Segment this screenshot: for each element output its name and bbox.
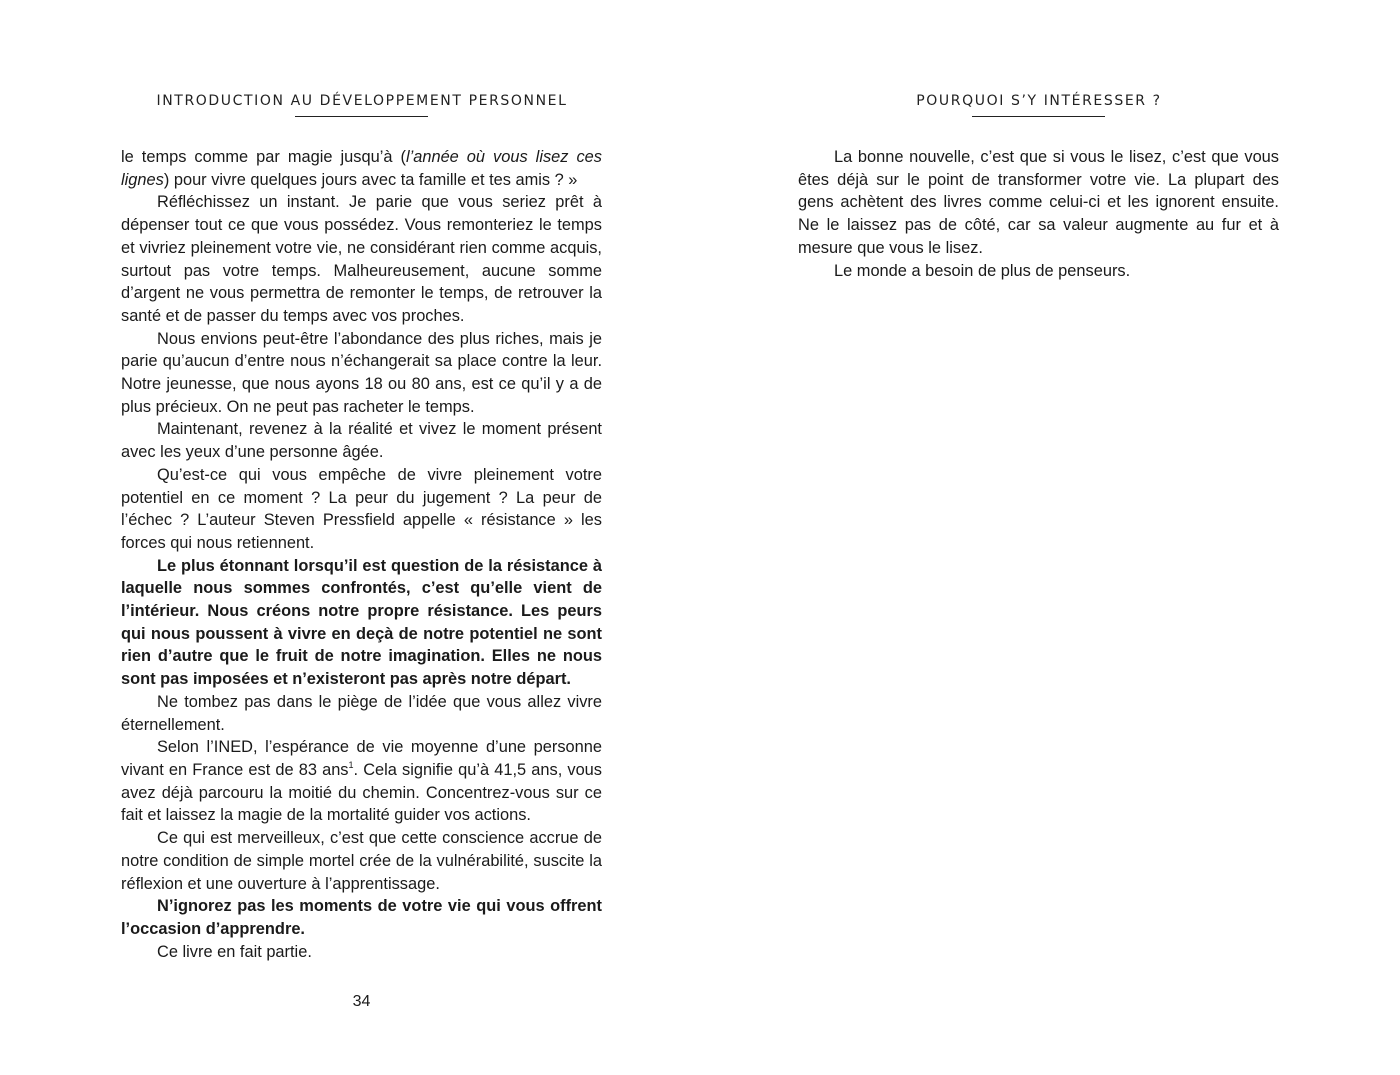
paragraph (121, 146, 602, 191)
paragraph: Ce qui est merveilleux, c’est que cette conscience accrue de notre condition de simple mortel crée de la vulnérabilité, suscite la réflexion et une ouverture à l’apprentissage. (121, 829, 602, 893)
bold-paragraph: Le plus étonnant lorsqu’il est question de la résistance à laquelle nous sommes confrontés, c’est qu’elle vient de l’intérieur. Nous créons notre propre résistance. Les peurs qui nous poussent à vivre en deçà de notre potentiel ne sont rien d’autre que le fruit de notre imagination. Elles ne nous sont pas imposées et n’existeront pas après notre départ. (121, 556, 602, 689)
paragraph-text: ) pour vivre quelques jours avec ta famille et tes amis ? » (163, 170, 578, 189)
paragraph: Qu’est-ce qui vous empêche de vivre pleinement votre potentiel en ce moment ? La peur du jugement ? La peur de l’échec ? L’auteur Steven Pressfield appelle « résistance » les forces qui nous retiennent. (121, 465, 602, 552)
paragraph: Ne tombez pas dans le piège de l’idée que vous allez vivre éternellement. (121, 692, 602, 734)
paragraph: La bonne nouvelle, c’est que si vous le lisez, c’est que vous êtes déjà sur le point de transformer votre vie. La plupart des gens achètent des livres comme celui-ci et les ignorent ensuite. Ne le laissez pas de côté, car sa valeur augmente au fur et à mesure que vous le lisez. (798, 148, 1279, 257)
paragraph: Nous envions peut-être l’abondance des plus riches, mais je parie qu’aucun d’entre nous n’échangerait sa place contre la leur. Notre jeunesse, que nous ayons 18 ou 80 ans, est ce qu’il y a de plus précieux. On ne peut pas racheter le temps. (121, 329, 602, 416)
paragraph: Maintenant, revenez à la réalité et vivez le moment présent avec les yeux d’une personne âgée. (121, 420, 602, 462)
paragraph: Ce livre en fait partie. (157, 942, 312, 961)
footnote-marker: 1 (348, 759, 354, 770)
left-page-text (121, 146, 602, 963)
paragraph-text: . Cela signifie qu’à 41,5 ans, vous avez déjà parcouru la moitié du chemin. Concentrez-vous sur ce fait et laissez la magie de la mortalité guider vos actions. (121, 760, 602, 825)
paragraph-text: Selon l’INED, l’espérance de vie moyenne d’une personne vivant en France est de 83 ans (121, 738, 602, 779)
running-head-right: POURQUOI S’Y INTÉRESSER ? (916, 93, 1162, 109)
paragraph: Réfléchissez un instant. Je parie que vous seriez prêt à dépenser tout ce que vous possédez. Vous remonteriez le temps et vivriez pleinement votre vie, ne considérant rien comme acquis, surtout pas votre temps. Malheureusement, aucune somme d’argent ne vous permettra de remonter le temps, de retrouver la santé et de passer du temps avec vos proches. (121, 193, 602, 325)
italic-text: l’année où vous lisez ces lignes (121, 148, 602, 189)
paragraph-text: le temps comme par magie jusqu’à ( (121, 148, 406, 166)
bold-paragraph: N’ignorez pas les moments de votre vie qui vous offrent l’occasion d’apprendre. (121, 897, 602, 938)
right-page-text (798, 146, 1279, 282)
paragraph: Le monde a besoin de plus de penseurs. (834, 261, 1131, 280)
page-number: 34 (352, 993, 371, 1010)
running-head-left: INTRODUCTION AU DÉVELOPPEMENT PERSONNEL (156, 93, 568, 109)
paragraph (121, 736, 602, 827)
right-page (700, 0, 1400, 1075)
header-rule-right (972, 116, 1105, 117)
header-rule-left (295, 116, 428, 117)
